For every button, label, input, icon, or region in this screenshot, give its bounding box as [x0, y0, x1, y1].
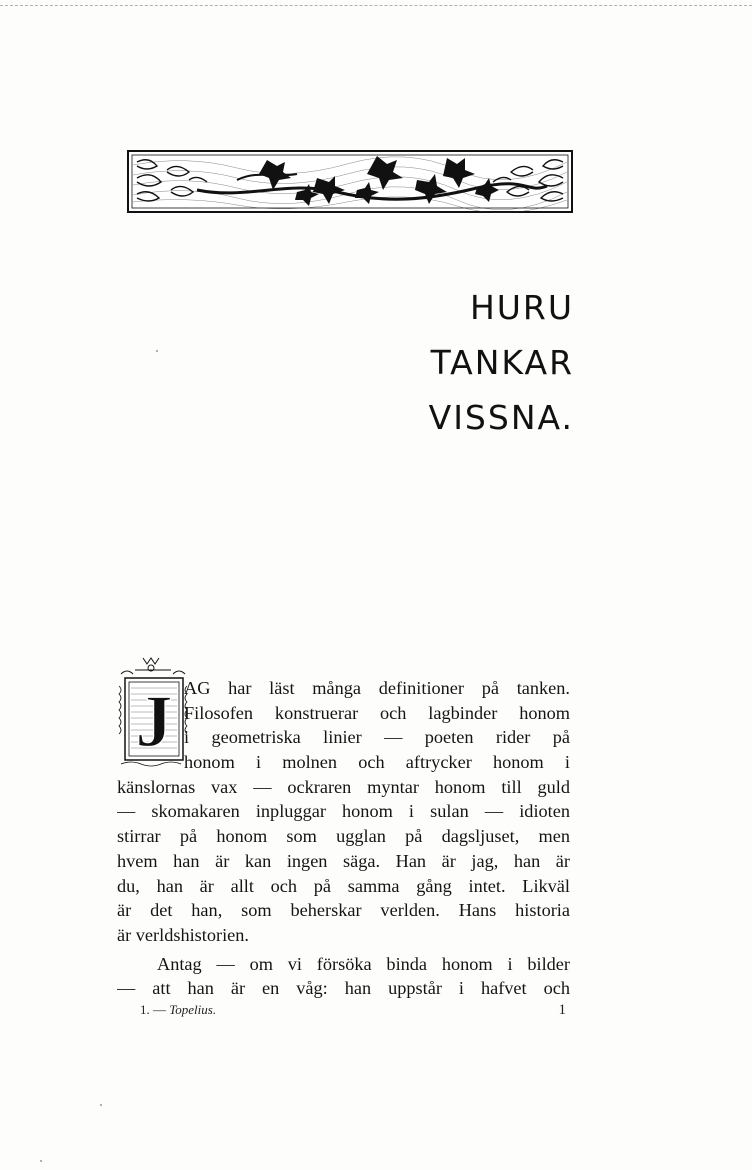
text-line: Filosofen konstruerar och lagbinder honom — [184, 702, 570, 723]
ornamental-headpiece — [127, 150, 573, 213]
text-line: — skomakaren inpluggar honom i sulan — idioten — [117, 801, 570, 822]
text-line: du, han är allt och på samma gång intet. Likväl — [117, 875, 570, 896]
text-line: känslornas vax — ockraren myntar honom till guld — [117, 776, 570, 797]
text-line: — att han är en våg: han uppstår i hafvet och — [117, 978, 570, 999]
signature-dash: — — [153, 1002, 166, 1017]
text-line: AG har läst många definitioner på tanken. — [184, 678, 570, 698]
signature-author: Topelius. — [169, 1002, 217, 1017]
text-line: Antag — om vi försöka binda honom i bilder — [157, 953, 570, 974]
text-line: i geometriska linier — poeten rider på — [184, 727, 570, 748]
page-number: 1 — [558, 1002, 566, 1018]
body-text — [117, 676, 570, 1001]
title-line-1: HURU — [469, 288, 574, 327]
signature-mark — [140, 1002, 216, 1018]
text-line: är det han, som beherskar verlden. Hans historia — [117, 900, 570, 921]
print-speck — [156, 350, 158, 352]
text-line: honom i molnen och aftrycker honom i — [184, 752, 570, 773]
chapter-title — [429, 280, 574, 445]
text-line: stirrar på honom som ugglan på dagsljuset, men — [117, 826, 570, 847]
top-rule — [0, 5, 752, 6]
title-line-2: TANKAR — [430, 343, 574, 382]
text-line: hvem han är kan ingen säga. Han är jag, han är — [117, 850, 570, 871]
signature-number: 1. — [140, 1002, 150, 1017]
text-line: är verldshistorien. — [117, 924, 249, 945]
title-line-3: VISSNA. — [428, 398, 574, 437]
print-speck — [100, 1104, 102, 1106]
drop-cap-letter: J — [135, 681, 173, 763]
print-speck — [40, 1160, 42, 1162]
